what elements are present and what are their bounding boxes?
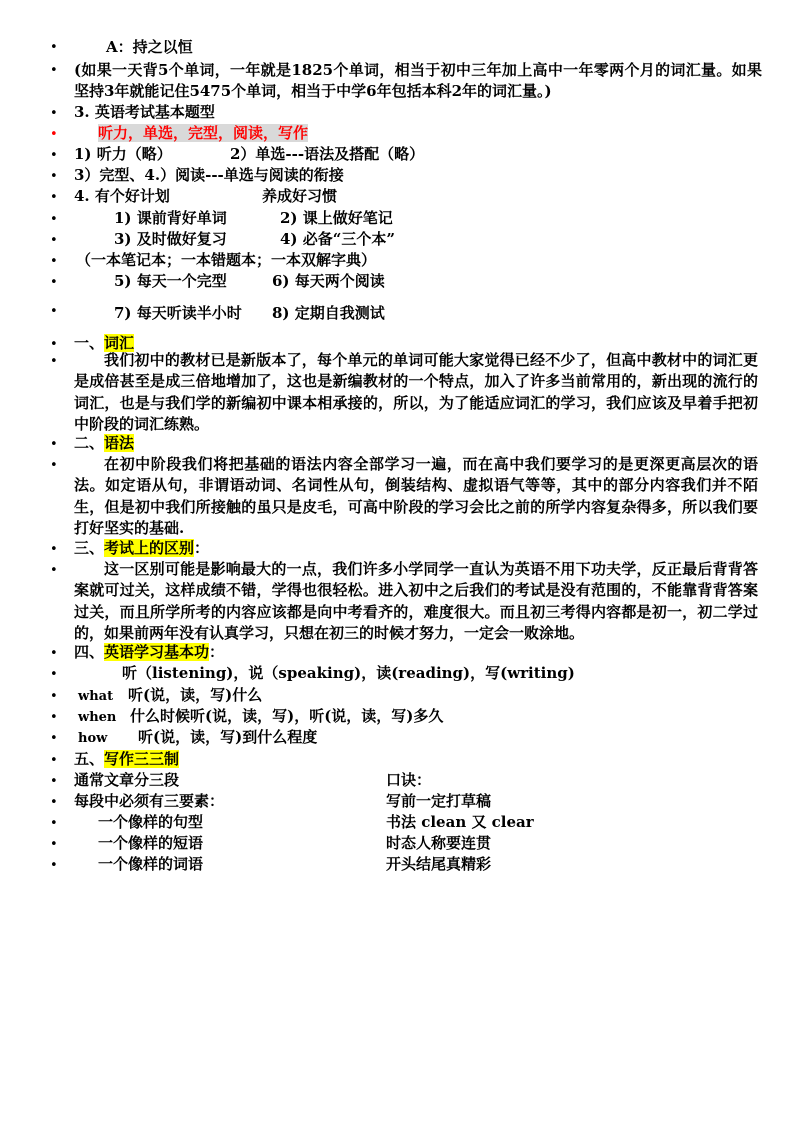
what-text: 听(说，读，写)什么: [128, 686, 263, 704]
bullet: •: [50, 563, 58, 578]
writing-left: 通常文章分三段: [74, 771, 180, 789]
section-title: 词汇: [104, 334, 135, 352]
when-label: when: [78, 710, 117, 725]
section-title: 考试上的区别: [104, 539, 195, 557]
bullet: •: [50, 646, 58, 661]
exam-types-heading: 3. 英语考试基本题型: [74, 103, 215, 121]
writing-right: 写前一定打草稿: [386, 792, 492, 810]
bullet: •: [50, 337, 58, 352]
good-habit-label: 养成好习惯: [262, 187, 338, 205]
habit-item-3: 3) 及时做好复习: [114, 230, 227, 248]
section-grammar-heading: [74, 433, 764, 454]
writing-left: 一个像样的词语: [98, 855, 204, 873]
bullet: •: [50, 689, 58, 704]
section-number: 一、: [74, 334, 105, 352]
bullet: •: [50, 795, 58, 810]
section-title: 写作三三制: [104, 750, 180, 768]
bullet: •: [50, 304, 58, 319]
writing-right: 时态人称要连贯: [386, 834, 492, 852]
bullet: •: [50, 63, 58, 78]
section-suffix: ：: [209, 643, 225, 661]
bullet: •: [50, 458, 58, 473]
exam-types-list-text: 听力，单选，完型，阅读，写作: [98, 124, 309, 142]
section-suffix: ：: [194, 539, 210, 557]
writing-right: 开头结尾真精彩: [386, 855, 492, 873]
point-a-line: A：持之以恒: [106, 38, 193, 56]
how-label: how: [78, 731, 108, 746]
bullet: •: [50, 667, 58, 682]
bullet: •: [50, 190, 58, 205]
writing-right: 口诀：: [386, 771, 432, 789]
writing-left: 一个像样的句型: [98, 813, 204, 831]
section-number: 二、: [74, 434, 105, 452]
habit-item-1: 1) 课前背好单词: [114, 209, 227, 227]
habit-item-5: 5) 每天一个完型: [114, 272, 227, 290]
section-writing-heading: [74, 749, 764, 770]
how-text: 听(说，读，写)到什么程度: [138, 728, 318, 746]
section-title: 语法: [104, 434, 135, 452]
bullet: •: [50, 169, 58, 184]
bullet: •: [50, 753, 58, 768]
section-exam-body: 这一区别可能是影响最大的一点，我们许多小学同学一直认为英语不用下功夫学，反正最后背背答案就可过关，这样成绩不错，学得也很轻松。进入初中之后我们的考试是没有范围的，不能靠背背答案过关，而且所学所考的内容应该都是向中考看齐的，难度很大。而且初三考得内容都是初一，初二学过的，如果前两年没有认真学习，只想在初三的时候才努力，一定会一败涂地。: [74, 560, 758, 642]
exam-types-list: [98, 123, 788, 144]
exam-types-row-2: 3）完型、4.）阅读---单选与阅读的衔接: [74, 166, 344, 184]
habit-item-7: 7) 每天听读半小时: [114, 304, 242, 322]
good-plan-label: 4. 有个好计划: [74, 187, 170, 205]
bullet: •: [50, 254, 58, 269]
bullet: •: [50, 774, 58, 789]
skills-four-line: 听（listening)，说（speaking)，读(reading)，写(writing): [122, 664, 575, 682]
bullet: •: [50, 731, 58, 746]
section-number: 三、: [74, 539, 105, 557]
habit-item-6: 6) 每天两个阅读: [272, 272, 385, 290]
bullet: •: [50, 40, 58, 55]
section-vocab-body: 我们初中的教材已是新版本了，每个单元的单词可能大家觉得已经不少了，但高中教材中的词汇更是成倍甚至是成三倍地增加了，这也是新编教材的一个特点，加入了许多当前常用的，新出现的流行的词汇，也是与我们学的新编初中课本相承接的，所以，为了能适应词汇的学习，我们应该及早着手把初中阶段的词汇练熟。: [74, 351, 758, 433]
bullet: •: [50, 437, 58, 452]
vocab-count-note: (如果一天背5个单词，一年就是1825个单词，相当于初中三年加上高中一年零两个月的词汇量。如果坚持3年就能记住5475个单词，相当于中学6年包括本科2年的词汇量。): [74, 61, 762, 101]
section-grammar-body: 在初中阶段我们将把基础的语法内容全部学习一遍，而在高中我们要学习的是更深更高层次的语法。如定语从句，非谓语动词、名词性从句，倒装结构、虚拟语气等等，其中的部分内容我们并不陌生，但是初中我们所接触的虽只是皮毛，可高中阶段的学习会比之前的所学内容复杂得多，所以我们要打好坚实的基础.: [74, 455, 758, 537]
what-label: what: [78, 689, 114, 704]
section-exam-heading: [74, 538, 764, 559]
bullet: •: [50, 212, 58, 227]
writing-left: 每段中必须有三要素：: [74, 792, 225, 810]
bullet: •: [50, 542, 58, 557]
section-number: 四、: [74, 643, 105, 661]
bullet: •: [50, 148, 58, 163]
writing-right: 书法 clean 又 clear: [386, 813, 534, 831]
single-choice-item: 2）单选---语法及搭配（略）: [230, 145, 425, 163]
habit-item-2: 2) 课上做好笔记: [280, 209, 393, 227]
section-skills-heading: [74, 642, 764, 663]
bullet: •: [50, 858, 58, 873]
bullet: •: [50, 233, 58, 248]
bullet: •: [50, 710, 58, 725]
bullet: •: [50, 816, 58, 831]
habit-item-4: 4) 必备“三个本”: [280, 230, 396, 248]
writing-left: 一个像样的短语: [98, 834, 204, 852]
when-text: 什么时候听(说，读，写)，听(说，读，写)多久: [130, 707, 444, 725]
three-books-note: （一本笔记本；一本错题本；一本双解字典）: [76, 251, 377, 269]
listening-item: 1) 听力（略）: [74, 145, 172, 163]
section-number: 五、: [74, 750, 105, 768]
habit-item-8: 8) 定期自我测试: [272, 304, 385, 322]
bullet: •: [50, 837, 58, 852]
bullet: •: [50, 275, 58, 290]
section-title: 英语学习基本功: [104, 643, 210, 661]
bullet: •: [50, 354, 58, 369]
bullet: •: [50, 106, 58, 121]
bullet: •: [50, 127, 58, 142]
